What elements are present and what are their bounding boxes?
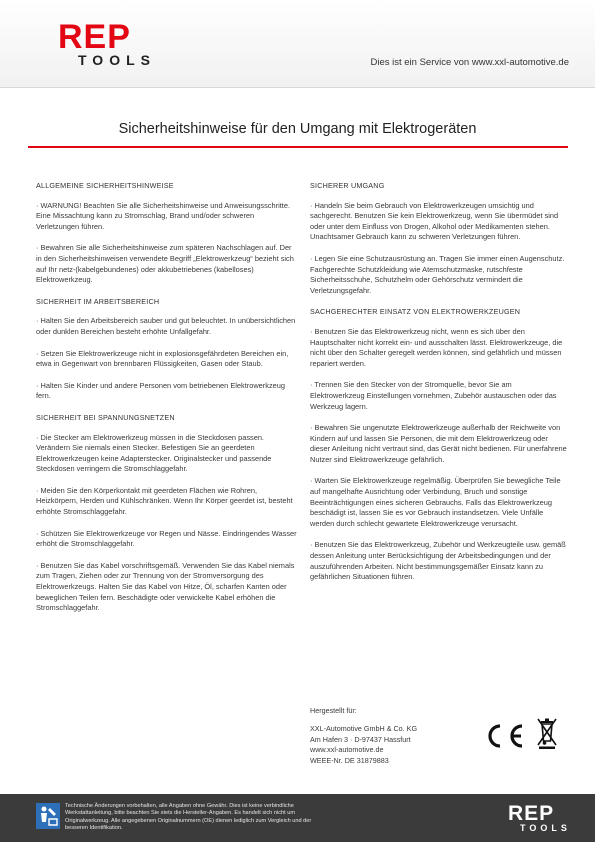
page-title: Sicherheitshinweise für den Umgang mit Elektrogeräten (118, 121, 477, 137)
safety-paragraph: · Benutzen Sie das Elektrowerkzeug, Zubehör und Werkzeugteile usw. gemäß dessen Anleitung unter Berücksichtigung der Arbeitsbedingungen und der auszuführenden Arbeiten. Nicht bestimmungsgemäßer Einsatz kann zu gefährlichen Situationen führen. (310, 540, 566, 582)
title-divider (28, 146, 568, 148)
safety-paragraph: · Warten Sie Elektrowerkzeuge regelmäßig. Überprüfen Sie bewegliche Teile auf mangelhafte Ausrichtung oder Verbindung, Bruch und sonstige Beeinträchtigungen eines sicheren Gebrauchs. Falls das Elektrowerkzeug beschädigt ist, lassen Sie es vor Gebrauch instandsetzen. Viele Unfälle werden durch schlecht gewartete Elektrowerkzeuge verursacht. (310, 476, 561, 528)
safety-paragraph: · Halten Sie Kinder und andere Personen vom betriebenen Elektrowerkzeug fern. (36, 380, 285, 401)
manufacturer-weee: WEEE-Nr. DE 31879883 (310, 755, 389, 765)
footer-rep-tools-logo (508, 804, 578, 834)
section-heading: SICHERHEIT BEI SPANNUNGSNETZEN (36, 412, 175, 422)
manufacturer-address: Am Hafen 3 · D-97437 Hassfurt (310, 734, 411, 744)
safety-paragraph: · Die Stecker am Elektrowerkzeug müssen in die Steckdosen passen. Verändern Sie niemals einen Stecker. Befestigen Sie an geerdeten Elektrowerkzeugen keine Adapterstecker. Originalstecker und passende Steckdosen verringern die Stromschlaggefahr. (36, 432, 272, 474)
safety-paragraph: · Bewahren Sie ungenutzte Elektrowerkzeuge außerhalb der Reichweite von Kindern auf und lassen Sie Personen, die mit dem Elektrowerkzeug oder dieser Anleitung nicht vertraut sind, das Gerät nicht bedienen. Für unerfahrene Nutzer sind Elektrowerkzeuge gefährlich. (310, 423, 567, 464)
footer-logo-rep-text: REP (508, 802, 555, 825)
safety-paragraph: · Setzen Sie Elektrowerkzeuge nicht in explosionsgefährdeten Bereichen ein, etwa in Gegenwart von brennbaren Flüssigkeiten, Gasen oder Staub. (36, 348, 289, 369)
safety-paragraph: · Benutzen Sie das Elektrowerkzeug nicht, wenn es sich über den Hauptschalter nicht korrekt ein- und ausschalten lässt. Elektrowerkzeuge, die nicht über den Schalter geregelt werden können, sind gefährlich und müssen repariert werden. (310, 326, 563, 368)
safety-paragraph: · Handeln Sie beim Gebrauch von Elektrowerkzeugen umsichtig und sachgerecht. Benutzen Sie kein Elektrowerkzeug, wenn Sie übermüdet sind oder unter dem Einfluss von Drogen, Alkohol oder Medikamenten stehen. Unachtsamer Gebrauch kann zu schweren Verletzungen führen. (310, 200, 559, 242)
right-column (310, 181, 568, 594)
footer-logo-tools-text: TOOLS (520, 823, 571, 833)
mechanic-tools-icon (36, 803, 60, 829)
safety-paragraph: · Benutzen Sie das Kabel vorschriftsgemäß. Verwenden Sie das Kabel niemals zum Tragen, Ziehen oder zur Trennung von der Stromversorgung des Elektrowerkzeugs. Halten Sie das Kabel von Hitze, Öl, scharfen Kanten oder beweglichen Teilen fern. Beschädigte oder verwickelte Kabel erhöhen die Stromschlaggefahr. (36, 560, 295, 613)
section-heading: SACHGERECHTER EINSATZ VON ELEKTROWERKZEUGEN (310, 307, 521, 317)
logo-rep-text: REP (58, 18, 131, 56)
footer-disclaimer: Technische Änderungen vorbehalten, alle Angaben ohne Gewähr. Dies ist keine verbindliche Werkstattanleitung, bitte beachten Sie stets die Hersteller-Angaben. Es handelt sich nicht um Originalwerkzeug. Alle angegebenen Originalnummern (OE) dienen lediglich zum Vergleich und der besseren Identifikation. (65, 803, 312, 832)
ce-mark-icon (486, 722, 526, 750)
manufacturer-website: www.xxl-automotive.de (310, 745, 384, 755)
safety-paragraph: · Bewahren Sie alle Sicherheitshinweise zum späteren Nachschlagen auf. Der in den Sicherheitshinweisen verwendete Begriff „Elektrowerkzeug“ bezieht sich auf Ihr netz-(kabelgebundenes) oder akkubetriebenes (kabelloses) Elektrowerkzeug. (36, 243, 294, 285)
left-column (36, 181, 298, 625)
section-heading: SICHERHEIT IM ARBEITSBEREICH (36, 296, 160, 306)
page-header (0, 0, 595, 88)
safety-paragraph: · Trennen Sie den Stecker von der Stromquelle, bevor Sie am Elektrowerkzeug Einstellungen vornehmen, Zubehör austauschen oder das Werkzeug lagern. (310, 380, 557, 411)
manufacturer-label: Hergestellt für: (310, 706, 357, 715)
rep-tools-logo (58, 18, 168, 68)
weee-crossed-bin-icon (536, 716, 558, 750)
safety-paragraph: · Schützen Sie Elektrowerkzeuge vor Regen und Nässe. Eindringendes Wasser erhöht die Stromschlaggefahr. (36, 528, 297, 549)
safety-paragraph: · WARNUNG! Beachten Sie alle Sicherheitshinweise und Anweisungsschritte. Eine Missachtung kann zu Stromschlag, Brand und/oder schweren Verletzungen führen. (36, 200, 290, 231)
section-heading: ALLGEMEINE SICHERHEITSHINWEISE (36, 181, 174, 190)
safety-paragraph: · Halten Sie den Arbeitsbereich sauber und gut beleuchtet. In unübersichtlichen oder dunklen Bereichen besteht erhöhte Unfallgefahr. (36, 316, 296, 336)
service-note: Dies ist ein Service von www.xxl-automotive.de (370, 57, 569, 68)
manufacturer-block (310, 706, 417, 766)
section-heading: SICHERER UMGANG (310, 181, 385, 190)
safety-paragraph: · Meiden Sie den Körperkontakt mit geerdeten Flächen wie Rohren, Heizkörpern, Herden und Kühlschränken. Wenn Ihr Körper geerdet ist, besteht erhöhte Stromschlaggefahr. (36, 485, 293, 517)
safety-paragraph: · Legen Sie eine Schutzausrüstung an. Tragen Sie immer einen Augenschutz. Fachgerechte Schutzkleidung wie Atemschutzmaske, rutschfeste Sicherheitsschuhe, Schutzhelm oder Gehörschutz vermindert die Verletzungsgefahr. (310, 253, 565, 295)
logo-tools-text: TOOLS (78, 52, 156, 68)
manufacturer-company: XXL-Automotive GmbH & Co. KG (310, 724, 418, 734)
